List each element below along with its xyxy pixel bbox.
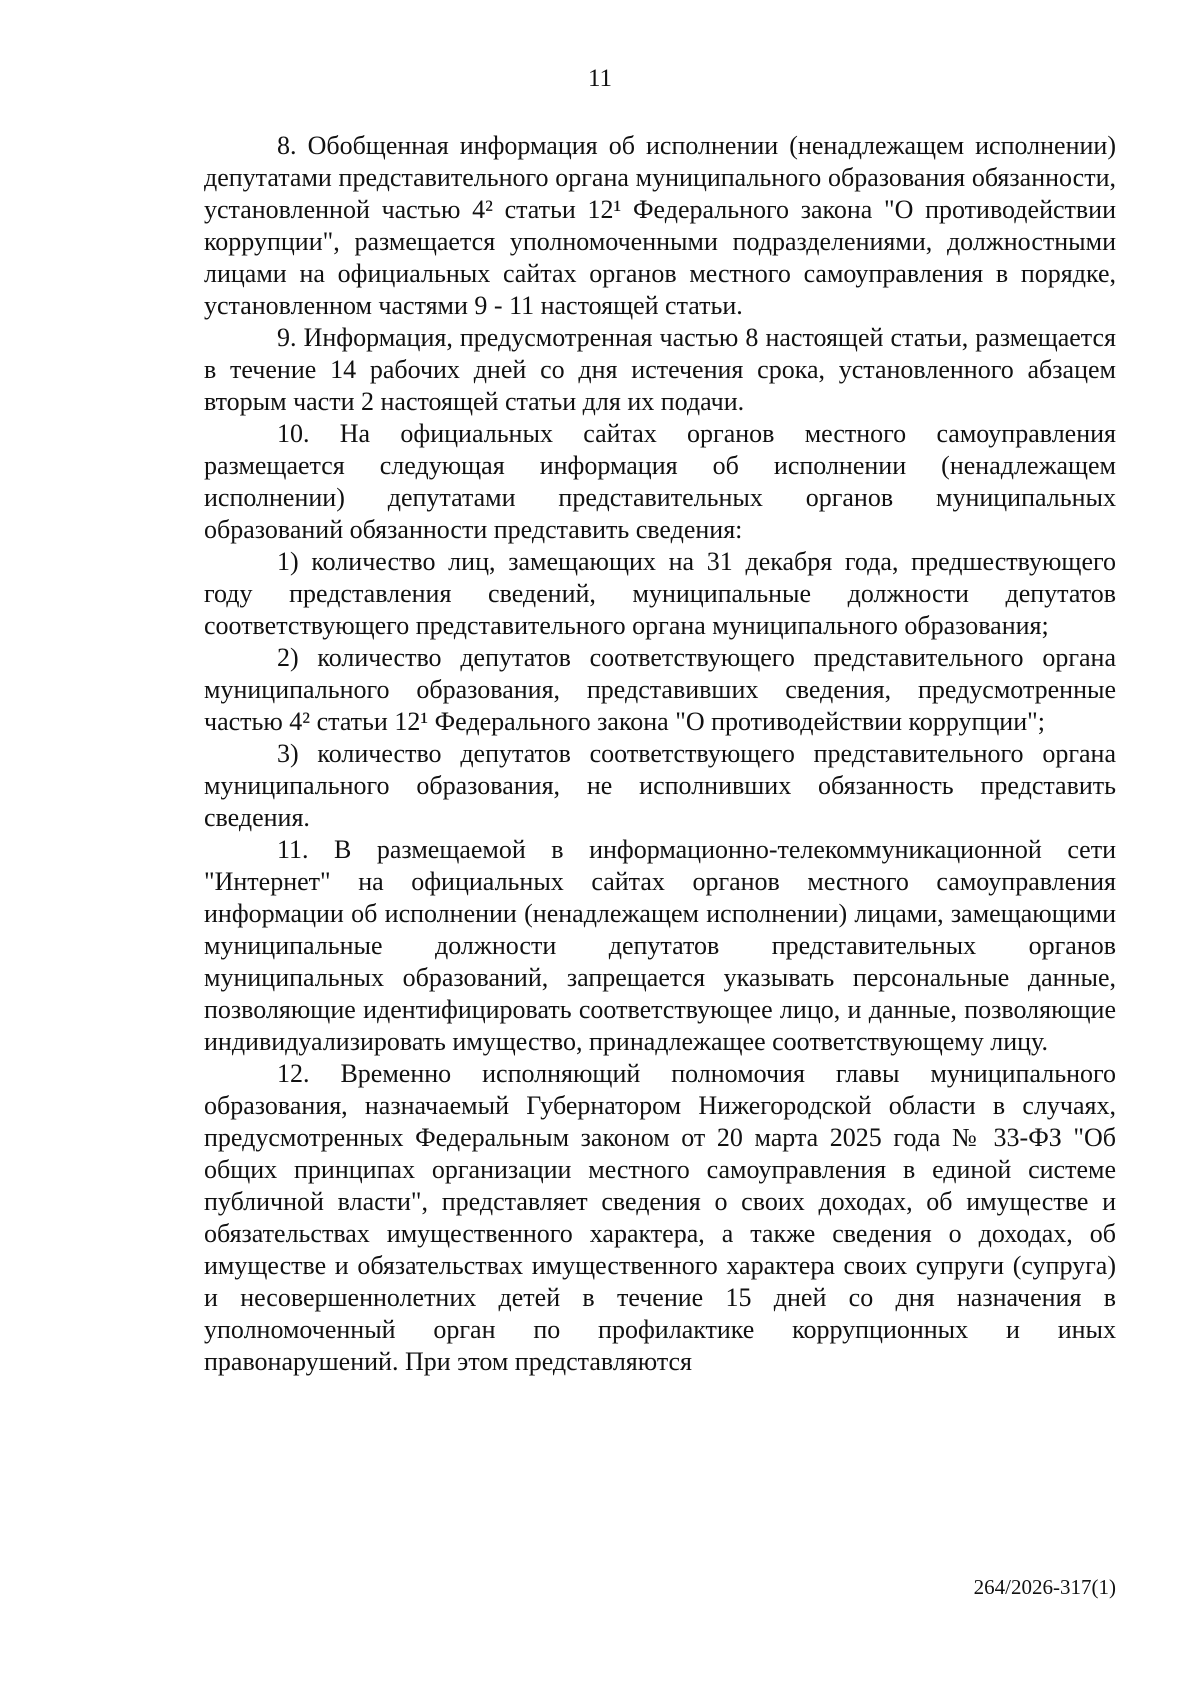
paragraph-10-item-1: 1) количество лиц, замещающих на 31 декабря года, предшествующего году представления сведений, муниципальные должности депутатов соответствующего представительного органа муниципального образования;: [204, 547, 1116, 640]
paragraph-9: 9. Информация, предусмотренная частью 8 настоящей статьи, размещается в течение 14 рабочих дней со дня истечения срока, установленного абзацем вторым части 2 настоящей статьи для их подачи.: [204, 323, 1116, 416]
paragraph-11: 11. В размещаемой в информационно-телекоммуникационной сети "Интернет" на официальных сайтах органов местного самоуправления информации об исполнении (ненадлежащем исполнении) лицами, замещающими муниципальные должности депутатов представительных органов муниципальных образований, запрещается указывать персональные данные, позволяющие идентифицировать соответствующее лицо, и данные, позволяющие индивидуализировать имущество, принадлежащее соответствующему лицу.: [204, 835, 1116, 1056]
document-body: [204, 130, 1116, 1378]
paragraph-8: 8. Обобщенная информация об исполнении (ненадлежащем исполнении) депутатами представительного органа муниципального образования обязанности, установленной частью 4² статьи 12¹ Федерального закона "О противодействии коррупции", размещается уполномоченными подразделениями, должностными лицами на официальных сайтах органов местного самоуправления в порядке, установленном частями 9 - 11 настоящей статьи.: [204, 131, 1116, 320]
paragraph-10-item-2: 2) количество депутатов соответствующего представительного органа муниципального образования, представивших сведения, предусмотренные частью 4² статьи 12¹ Федерального закона "О противодействии коррупции";: [204, 643, 1116, 736]
document-code: 264/2026-317(1): [973, 1575, 1116, 1599]
paragraph-12: 12. Временно исполняющий полномочия главы муниципального образования, назначаемый Губернатором Нижегородской области в случаях, предусмотренных Федеральным законом от 20 марта 2025 года № 33-ФЗ "Об общих принципах организации местного самоуправления в единой системе публичной власти", представляет сведения о своих доходах, об имуществе и обязательствах имущественного характера, а также сведения о доходах, об имуществе и обязательствах имущественного характера своих супруги (супруга) и несовершеннолетних детей в течение 15 дней со дня назначения в уполномоченный орган по профилактике коррупционных и иных правонарушений. При этом представляются: [204, 1059, 1116, 1376]
paragraph-10: 10. На официальных сайтах органов местного самоуправления размещается следующая информация об исполнении (ненадлежащем исполнении) депутатами представительных органов муниципальных образований обязанности представить сведения:: [204, 419, 1116, 544]
page-number: 11: [587, 65, 613, 92]
paragraph-10-item-3: 3) количество депутатов соответствующего представительного органа муниципального образования, не исполнивших обязанность представить сведения.: [204, 739, 1116, 832]
